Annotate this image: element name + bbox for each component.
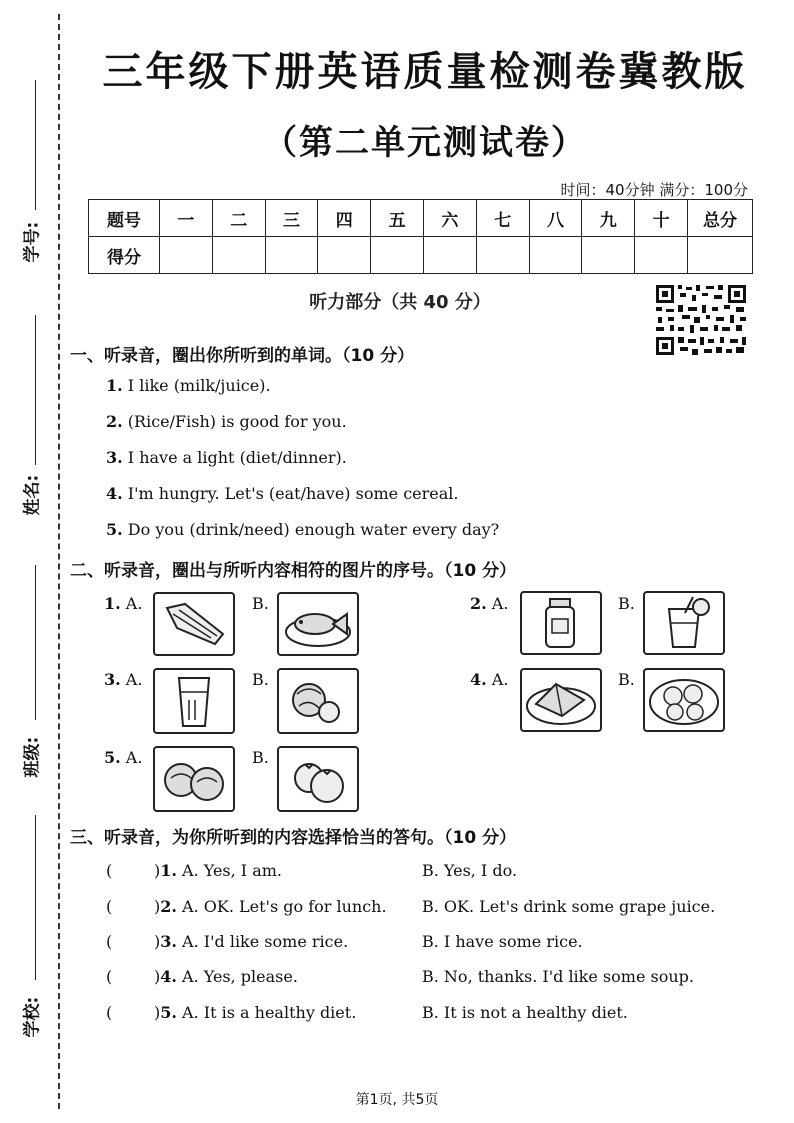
student-id-label: 学号: bbox=[22, 221, 43, 263]
answer-item bbox=[154, 861, 282, 880]
score-row-label: 得分 bbox=[89, 237, 160, 274]
pancake-icon[interactable] bbox=[520, 668, 602, 732]
item-number: 2. bbox=[160, 897, 177, 916]
milk-bottle-icon[interactable] bbox=[520, 591, 602, 655]
score-cell[interactable] bbox=[423, 237, 476, 274]
item-number: 4. bbox=[470, 670, 487, 689]
score-table-header-cell: 五 bbox=[371, 200, 424, 237]
option-a-label: A. bbox=[125, 670, 143, 689]
school-line bbox=[35, 815, 36, 980]
binding-strip bbox=[0, 0, 60, 1123]
score-table-header-cell: 六 bbox=[423, 200, 476, 237]
answer-paren[interactable]: ( bbox=[106, 932, 113, 951]
score-table-header-cell: 七 bbox=[476, 200, 529, 237]
item-number: 4. bbox=[106, 484, 123, 503]
student-id-line bbox=[35, 80, 36, 210]
option-b-label: B. bbox=[252, 748, 269, 767]
option-b-label: B. bbox=[252, 670, 269, 689]
picture-question bbox=[104, 594, 142, 613]
score-table-header-cell: 题号 bbox=[89, 200, 160, 237]
page-footer: 第1页, 共5页 bbox=[355, 1092, 439, 1108]
answer-item bbox=[154, 897, 387, 916]
student-id-field[interactable] bbox=[0, 80, 60, 280]
item-text: I have a light (diet/dinner). bbox=[127, 448, 347, 467]
answer-paren[interactable]: ( bbox=[106, 967, 113, 986]
item-number: 4. bbox=[160, 967, 177, 986]
score-cell[interactable] bbox=[635, 237, 688, 274]
section1-item bbox=[106, 412, 347, 431]
section1-item bbox=[106, 448, 347, 467]
option-b: B. I have some rice. bbox=[422, 932, 583, 951]
answer-paren[interactable]: ( bbox=[106, 1003, 113, 1022]
exam-subtitle: （第二单元测试卷） bbox=[263, 123, 587, 163]
answer-item bbox=[154, 1003, 356, 1022]
item-text: (Rice/Fish) is good for you. bbox=[127, 412, 347, 431]
score-table-header-cell: 四 bbox=[318, 200, 371, 237]
name-label: 姓名: bbox=[22, 474, 43, 516]
fish-dish-icon[interactable] bbox=[277, 592, 359, 656]
option-a: A. Yes, please. bbox=[182, 967, 298, 986]
section1-item bbox=[106, 484, 459, 503]
option-b: B. OK. Let's drink some grape juice. bbox=[422, 897, 716, 916]
score-table-header-cell: 十 bbox=[635, 200, 688, 237]
section3-heading: 三、听录音，为你所听到的内容选择恰当的答句。（10 分） bbox=[70, 828, 517, 848]
item-text: Do you (drink/need) enough water every day? bbox=[127, 520, 500, 539]
score-table-header-cell: 二 bbox=[212, 200, 265, 237]
option-b-label: B. bbox=[618, 594, 635, 613]
score-cell[interactable] bbox=[265, 237, 318, 274]
school-field[interactable] bbox=[0, 815, 60, 1045]
meat-icon[interactable] bbox=[153, 592, 235, 656]
item-number: 2. bbox=[106, 412, 123, 431]
name-line bbox=[35, 315, 36, 465]
vegetables-icon[interactable] bbox=[277, 668, 359, 734]
score-table bbox=[88, 199, 753, 274]
cabbage-icon[interactable] bbox=[153, 746, 235, 812]
answer-paren[interactable]: ( bbox=[106, 897, 113, 916]
picture-question bbox=[104, 670, 142, 689]
score-cell[interactable] bbox=[529, 237, 582, 274]
score-table-header-row bbox=[89, 200, 753, 237]
option-a: A. I'd like some rice. bbox=[182, 932, 349, 951]
item-text: I'm hungry. Let's (eat/have) some cereal. bbox=[127, 484, 459, 503]
option-a: A. Yes, I am. bbox=[182, 861, 282, 880]
answer-paren[interactable]: ( bbox=[106, 861, 113, 880]
juice-glass-icon[interactable] bbox=[643, 591, 725, 655]
item-number: 5. bbox=[160, 1003, 177, 1022]
score-cell[interactable] bbox=[476, 237, 529, 274]
option-b: B. No, thanks. I'd like some soup. bbox=[422, 967, 694, 986]
item-number: 3. bbox=[106, 448, 123, 467]
option-b: B. Yes, I do. bbox=[422, 861, 518, 880]
option-b: B. It is not a healthy diet. bbox=[422, 1003, 628, 1022]
paren-close: ) bbox=[154, 1003, 161, 1022]
item-number: 3. bbox=[160, 932, 177, 951]
section1-item bbox=[106, 376, 271, 395]
option-b-label: B. bbox=[618, 670, 635, 689]
class-field[interactable] bbox=[0, 565, 60, 785]
item-number: 1. bbox=[160, 861, 177, 880]
option-a: A. OK. Let's go for lunch. bbox=[182, 897, 387, 916]
score-table-header-cell: 八 bbox=[529, 200, 582, 237]
paren-close: ) bbox=[154, 861, 161, 880]
paren-close: ) bbox=[154, 967, 161, 986]
picture-question bbox=[104, 748, 142, 767]
score-cell[interactable] bbox=[688, 237, 753, 274]
score-table-header-cell: 一 bbox=[160, 200, 213, 237]
picture-question bbox=[470, 670, 508, 689]
school-label: 学校: bbox=[22, 996, 43, 1038]
item-number: 1. bbox=[104, 594, 121, 613]
score-cell[interactable] bbox=[371, 237, 424, 274]
section2-heading: 二、听录音，圈出与所听内容相符的图片的序号。（10 分） bbox=[70, 561, 517, 581]
section1-heading: 一、听录音，圈出你所听到的单词。（10 分） bbox=[70, 346, 415, 366]
exam-title: 三年级下册英语质量检测卷冀教版 bbox=[102, 49, 748, 95]
item-number: 5. bbox=[106, 520, 123, 539]
option-a-label: A. bbox=[491, 594, 509, 613]
tomatoes-icon[interactable] bbox=[277, 746, 359, 812]
picture-question bbox=[470, 594, 508, 613]
option-b-label: B. bbox=[252, 594, 269, 613]
paren-close: ) bbox=[154, 897, 161, 916]
answer-item bbox=[154, 932, 348, 951]
score-table-header-cell: 九 bbox=[582, 200, 635, 237]
name-field[interactable] bbox=[0, 315, 60, 525]
item-number: 5. bbox=[104, 748, 121, 767]
option-a-label: A. bbox=[125, 594, 143, 613]
answer-item bbox=[154, 967, 298, 986]
item-number: 2. bbox=[470, 594, 487, 613]
score-cell[interactable] bbox=[212, 237, 265, 274]
option-a: A. It is a healthy diet. bbox=[182, 1003, 357, 1022]
time-info: 时间：40分钟 满分：100分 bbox=[560, 181, 748, 199]
class-label: 班级: bbox=[22, 736, 43, 778]
item-number: 1. bbox=[106, 376, 123, 395]
paren-close: ) bbox=[154, 932, 161, 951]
option-a-label: A. bbox=[125, 748, 143, 767]
item-text: I like (milk/juice). bbox=[127, 376, 271, 395]
score-table-score-row bbox=[89, 237, 753, 274]
section1-item bbox=[106, 520, 499, 539]
option-a-label: A. bbox=[491, 670, 509, 689]
item-number: 3. bbox=[104, 670, 121, 689]
dumplings-icon[interactable] bbox=[643, 668, 725, 732]
class-line bbox=[35, 565, 36, 720]
listening-section-title: 听力部分（共 40 分） bbox=[309, 292, 491, 313]
score-cell[interactable] bbox=[582, 237, 635, 274]
qr-code-icon[interactable] bbox=[654, 283, 748, 357]
score-table-header-cell: 总分 bbox=[688, 200, 753, 237]
score-table-header-cell: 三 bbox=[265, 200, 318, 237]
score-cell[interactable] bbox=[160, 237, 213, 274]
score-cell[interactable] bbox=[318, 237, 371, 274]
milk-glass-icon[interactable] bbox=[153, 668, 235, 734]
